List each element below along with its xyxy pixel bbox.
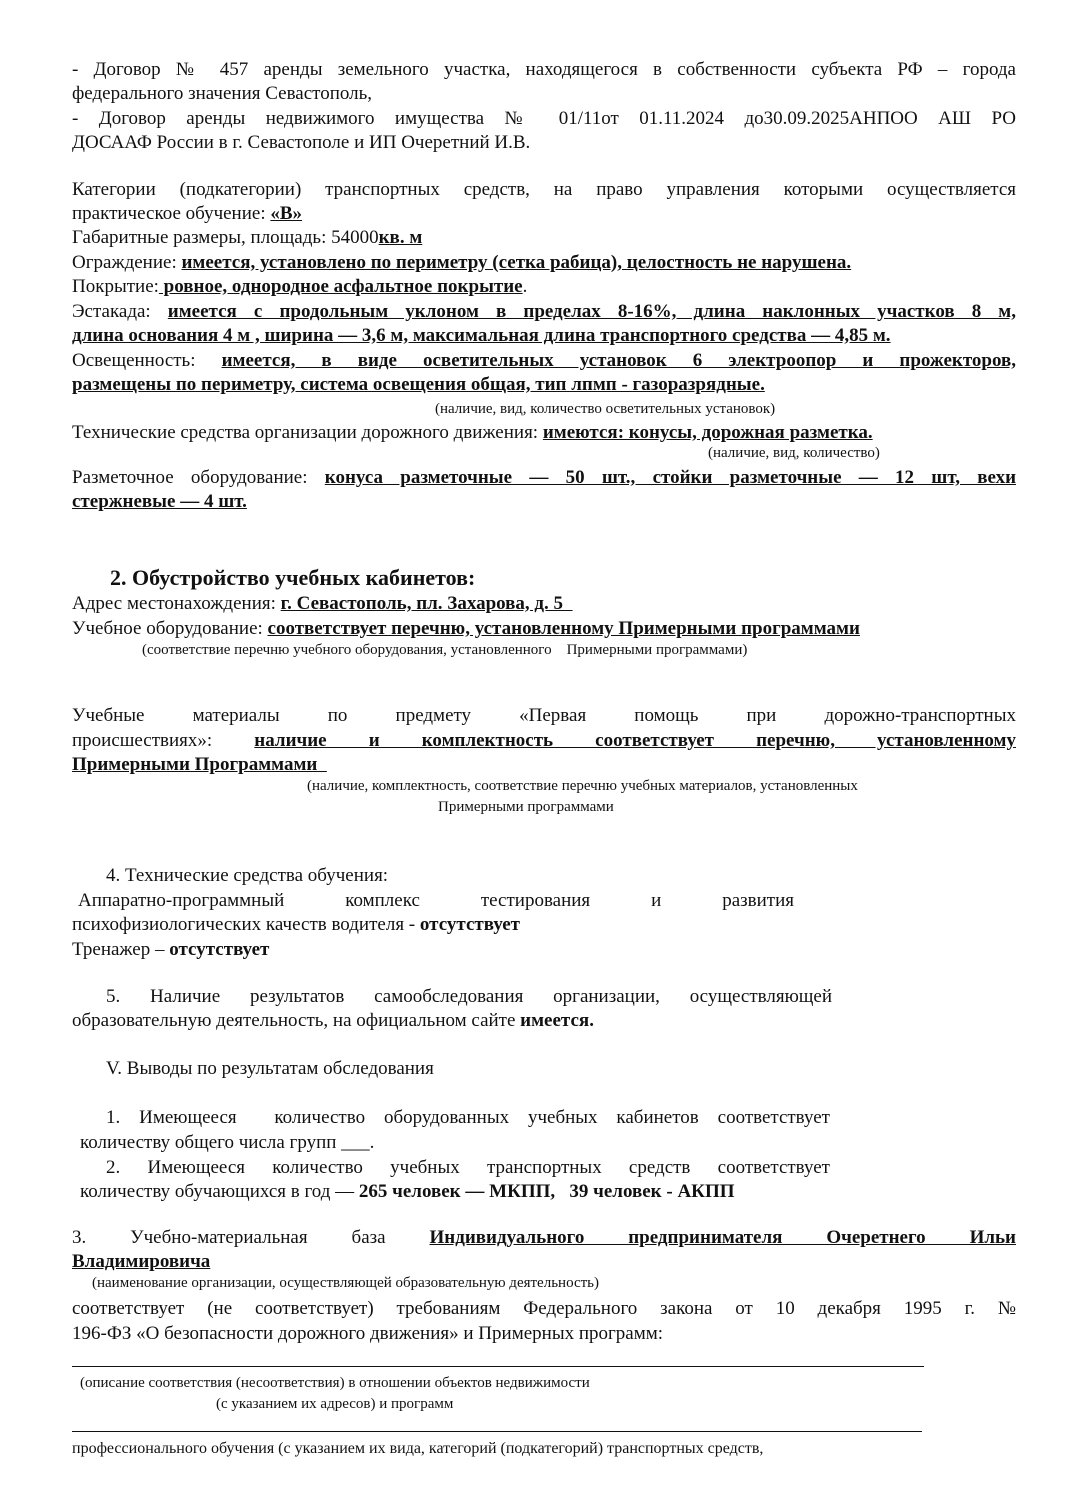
lighting-value-1: имеется, в виде осветительных установок 6 электроопор и прожекторов, [221,350,1017,371]
dimensions-line [72,226,1016,250]
marking-line-2: стержневые — 4 шт. [72,491,247,512]
section-3-org-name-2: Владимировича [72,1251,211,1272]
conclusion-2-line-1: 2. Имеющееся количество учебных транспортных средств соответствует [106,1157,830,1178]
fence-line [72,251,1016,275]
conclusion-2-value: 265 человек — МКПП, 39 человек - АКПП [358,1181,735,1202]
overpass-line-1 [72,300,1016,324]
traffic-label: Технические средства организации дорожного движения: [72,422,543,443]
lighting-note: (наличие, вид, количество осветительных установок) [435,401,776,417]
section-5-label: образовательную деятельность, на официальном сайте [72,1010,521,1031]
section-4-title: 4. Технические средства обучения: [106,865,389,886]
fence-value: имеется, установлено по периметру (сетка рабица), целостность не нарушена. [181,252,852,273]
contract-2-line-1: - Договор аренды недвижимого имущества № 01/11от 01.11.2024 до30.09.2025АНПОО АШ РО [72,108,1016,129]
section-3-org-name-1: Индивидуального предпринимателя Очеретнего Ильи [429,1227,1016,1248]
overpass-value-1: имеется с продольным уклоном в пределах 8-16%, длина наклонных участков 8 м, [167,301,1016,322]
trainer-line [72,938,1016,962]
dimensions-value: кв. м [378,227,423,248]
conclusion-1-line-1: 1. Имеющееся количество оборудованных учебных кабинетов соответствует [106,1107,830,1128]
apk-line-1: Аппаратно-программный комплекс тестирования и развития [78,890,794,911]
equipment-value: соответствует перечню, установленному Примерными программами [267,618,860,639]
section-3-line-1 [72,1226,1016,1250]
conclusions-title: V. Выводы по результатам обследования [106,1058,434,1079]
apk-value: отсутствует [419,914,521,935]
categories-line-1: Категории (подкатегории) транспортных средств, на право управления которыми осуществляется [72,179,1016,200]
equipment-note: (соответствие перечню учебного оборудования, установленного Примерными программами) [142,642,748,658]
lighting-line-2: размещены по периметру, система освещения общая, тип лпмп - газоразрядные. [72,374,765,395]
categories-label: практическое обучение: [72,203,271,224]
materials-note-1: (наличие, комплектность, соответствие перечню учебных материалов, установленных [307,778,858,794]
blank-line-1 [72,1366,924,1367]
org-note: (наименование организации, осуществляющей образовательную деятельность) [92,1275,599,1291]
trainer-value: отсутствует [169,939,270,960]
marking-label: Разметочное оборудование: [72,467,325,488]
contract-2-line-2: ДОСААФ России в г. Севастополе и ИП Очеретний И.В. [72,132,531,153]
categories-line-2 [72,202,1016,226]
materials-label: происшествиях»: [72,730,255,751]
surface-value: ровное, однородное асфальтное покрытие [158,276,523,297]
materials-value-1: наличие и комплектность соответствует перечню, установленному [254,730,1016,751]
traffic-note: (наличие, вид, количество) [708,445,880,461]
trainer-label: Тренажер – [72,939,170,960]
marking-line-1 [72,466,1016,490]
lighting-label: Освещенность: [72,350,222,371]
lighting-line-1 [72,349,1016,373]
apk-label: психофизиологических качеств водителя - [72,914,420,935]
address-value: г. Севастополь, пл. Захарова, д. 5 [280,593,573,614]
materials-note-2: Примерными программами [438,799,614,815]
section-3-label: 3. Учебно-материальная база [72,1227,430,1248]
overpass-label: Эстакада: [72,301,168,322]
address-line [72,592,1016,616]
conclusion-2-line-2 [80,1180,1024,1204]
section-5-line-2 [72,1009,1016,1033]
materials-line-2 [72,729,1016,753]
contract-1-line-2: федерального значения Севастополь, [72,83,373,104]
section-2-title: 2. Обустройство учебных кабинетов: [110,565,476,590]
desc-note-1: (описание соответствия (несоответствия) в отношении объектов недвижимости [80,1375,590,1391]
section-5-value: имеется. [520,1010,594,1031]
materials-value-2: Примерными Программами [72,754,327,775]
equipment-line [72,617,1016,641]
traffic-means-line [72,421,1016,445]
section-3-line-2 [72,1250,1016,1274]
desc-note-2: (с указанием их адресов) и программ [216,1396,454,1412]
contract-1-line-1: - Договор № 457 аренды земельного участка, находящегося в собственности субъекта РФ – города [72,59,1016,80]
dimensions-label: Габаритные размеры, площадь: 54000 [72,227,379,248]
surface-label: Покрытие: [72,276,159,297]
last-line: профессионального обучения (с указанием их вида, категорий (подкатегорий) транспортных средств, [72,1440,764,1457]
materials-line-1: Учебные материалы по предмету «Первая помощь при дорожно-транспортных [72,705,1016,726]
law-line-1: соответствует (не соответствует) требованиям Федерального закона от 10 декабря 1995 г. № [72,1298,1016,1319]
law-line-2: 196-ФЗ «О безопасности дорожного движения» и Примерных программ: [72,1323,664,1344]
marking-value-1: конуса разметочные — 50 шт., стойки разметочные — 12 шт, вехи [324,467,1017,488]
surface-end: . [522,276,528,297]
blank-line-2 [72,1431,922,1432]
section-5-line-1: 5. Наличие результатов самообследования организации, осуществляющей [106,986,832,1007]
conclusion-1-line-2: количеству общего числа групп ___. [80,1132,375,1153]
fence-label: Ограждение: [72,252,182,273]
address-label: Адрес местонахождения: [72,593,281,614]
conclusion-2-label: количеству обучающихся в год — [80,1181,359,1202]
surface-line [72,275,1016,299]
materials-line-3 [72,753,1016,777]
overpass-line-2: длина основания 4 м , ширина — 3,6 м, максимальная длина транспортного средства — 4,85 м. [72,325,891,346]
equipment-label: Учебное оборудование: [72,618,268,639]
traffic-value: имеются: конусы, дорожная разметка. [542,422,873,443]
apk-line-2 [72,913,1016,937]
categories-value: «В» [270,203,303,224]
